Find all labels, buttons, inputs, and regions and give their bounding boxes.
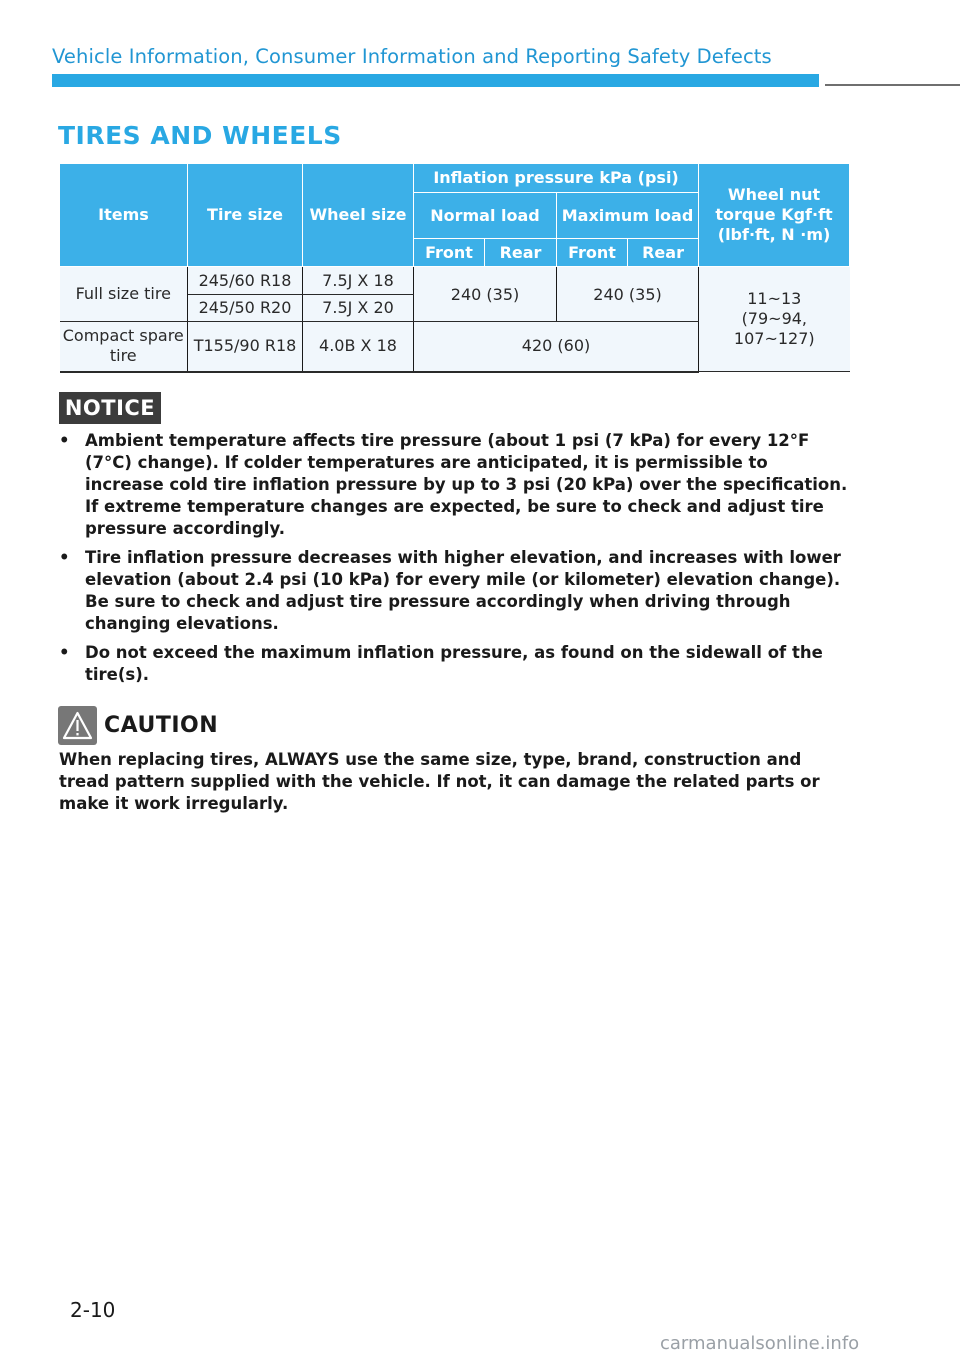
notice-item-2 — [59, 547, 849, 635]
notice-list — [59, 430, 849, 693]
notice-badge: NOTICE — [59, 392, 161, 424]
full-size-tire-size-1: 245/60 R18 — [188, 267, 303, 295]
header-items: Items — [60, 164, 188, 267]
notice-item-3 — [59, 642, 849, 686]
header-normal-load: Normal load — [414, 193, 557, 239]
full-size-maximum-load-pressure: 240 (35) — [557, 267, 699, 322]
full-size-normal-load-pressure: 240 (35) — [414, 267, 557, 322]
compact-inflation-pressure: 420 (60) — [414, 322, 699, 372]
notice-item-text: Do not exceed the maximum inflation pressure, as found on the sidewall of the tire(s). — [85, 643, 823, 684]
tire-spec-table — [59, 163, 850, 373]
section-title: TIRES AND WHEELS — [58, 121, 342, 150]
caution-label: CAUTION — [104, 713, 219, 738]
full-size-tire-label: Full size tire — [60, 267, 188, 322]
bullet-icon: • — [59, 643, 70, 662]
full-size-wheel-size-2: 7.5J X 20 — [303, 295, 414, 322]
full-size-wheel-size-1: 7.5J X 18 — [303, 267, 414, 295]
compact-spare-tire-label: Compact spare tire — [60, 322, 188, 372]
header-maximum-rear: Rear — [628, 239, 699, 267]
header-wheel-size: Wheel size — [303, 164, 414, 267]
running-header-title: Vehicle Information, Consumer Information and Reporting Safety Defects — [52, 45, 772, 68]
notice-item-text: Ambient temperature affects tire pressure (about 1 psi (7 kPa) for every 12°F (7°C) change). If colder temperatures are anticipated, it is permissible to increase cold tire inflation pressure by up to 3 psi (20 kPa) over the specification. If extreme temperature changes are expected, be sure to check and adjust tire pressure accordingly. — [85, 431, 848, 538]
caution-text: When replacing tires, ALWAYS use the same size, type, brand, construction and tread pattern supplied with the vehicle. If not, it can damage the related parts or make it work irregularly. — [59, 750, 820, 813]
header-maximum-front: Front — [557, 239, 628, 267]
notice-item-1 — [59, 430, 849, 540]
header-normal-rear: Rear — [485, 239, 557, 267]
notice-item-text: Tire inflation pressure decreases with higher elevation, and increases with lower elevation (about 2.4 psi (10 kPa) for every mile (or kilometer) elevation change). Be sure to check and adjust tire pressure accordingly when driving through changing elevations. — [85, 548, 841, 633]
page-number: 2-10 — [70, 1298, 116, 1322]
header-accent-bar — [52, 74, 819, 87]
bullet-icon: • — [59, 548, 70, 567]
header-inflation-pressure: Inflation pressure kPa (psi) — [414, 164, 699, 193]
compact-wheel-size: 4.0B X 18 — [303, 322, 414, 372]
header-wheel-nut-torque: Wheel nut torque Kgf·ft (lbf·ft, N ·m) — [699, 164, 850, 267]
header-normal-front: Front — [414, 239, 485, 267]
header-maximum-load: Maximum load — [557, 193, 699, 239]
site-watermark: carmanualsonline.info — [660, 1333, 860, 1354]
wheel-nut-torque-value: 11~13 (79~94, 107~127) — [699, 267, 850, 372]
warning-triangle-icon — [58, 706, 97, 745]
compact-tire-size: T155/90 R18 — [188, 322, 303, 372]
full-size-tire-size-2: 245/50 R20 — [188, 295, 303, 322]
bullet-icon: • — [59, 431, 70, 450]
header-rule-divider — [825, 84, 960, 86]
header-tire-size: Tire size — [188, 164, 303, 267]
